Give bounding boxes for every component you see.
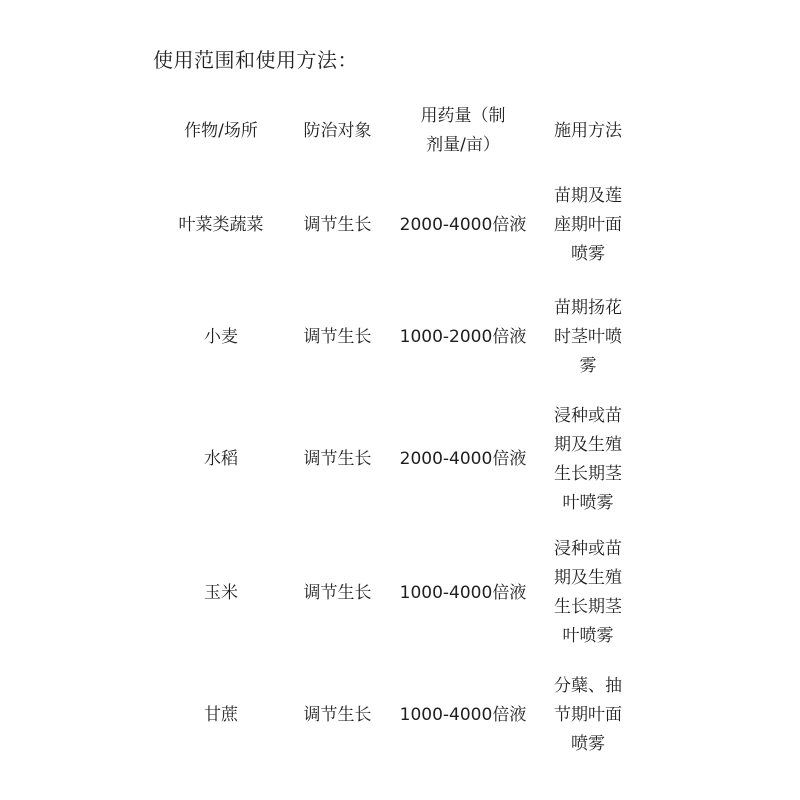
table-row [150, 660, 633, 771]
header-method: 施用方法 [554, 120, 622, 141]
table-row [150, 281, 633, 393]
table-header-row [150, 92, 633, 170]
header-target: 防治对象 [303, 120, 372, 141]
cell-crop: 水稻 [204, 449, 238, 469]
header-crop: 作物/场所 [184, 120, 258, 141]
cell-dose: 2000-4000倍液 [399, 215, 527, 235]
cell-method-text: 浸种或苗期及生殖生长期茎叶喷雾 [554, 405, 622, 513]
cell-method [543, 526, 633, 660]
cell-method [543, 393, 633, 526]
cell-method [543, 281, 633, 393]
cell-method-text: 分蘖、抽节期叶面喷雾 [554, 676, 622, 754]
cell-crop: 甘蔗 [204, 705, 238, 725]
table-row [150, 170, 633, 281]
section-title: 使用范围和使用方法： [153, 48, 358, 72]
cell-method-text: 苗期及莲座期叶面喷雾 [554, 186, 622, 264]
table-row [150, 393, 633, 526]
table-row [150, 526, 633, 660]
cell-crop: 叶菜类蔬菜 [178, 215, 264, 235]
cell-target: 调节生长 [303, 582, 372, 603]
cell-dose: 2000-4000倍液 [399, 449, 527, 469]
cell-dose: 1000-4000倍液 [399, 582, 527, 603]
cell-crop: 玉米 [204, 582, 238, 603]
cell-method [543, 660, 633, 771]
cell-dose: 1000-2000倍液 [399, 326, 527, 347]
cell-method-text: 浸种或苗期及生殖生长期茎叶喷雾 [554, 539, 622, 646]
cell-dose: 1000-4000倍液 [399, 705, 527, 725]
cell-crop: 小麦 [204, 326, 238, 347]
header-dose-label: 用药量（制剂量/亩） [420, 106, 506, 155]
cell-target: 调节生长 [303, 705, 372, 725]
cell-method [543, 170, 633, 281]
cell-target: 调节生长 [303, 326, 372, 347]
header-dose [383, 92, 543, 170]
cell-method-text: 苗期扬花时茎叶喷雾 [554, 297, 622, 376]
usage-table [150, 92, 633, 771]
cell-target: 调节生长 [303, 449, 372, 469]
cell-target: 调节生长 [303, 215, 372, 235]
